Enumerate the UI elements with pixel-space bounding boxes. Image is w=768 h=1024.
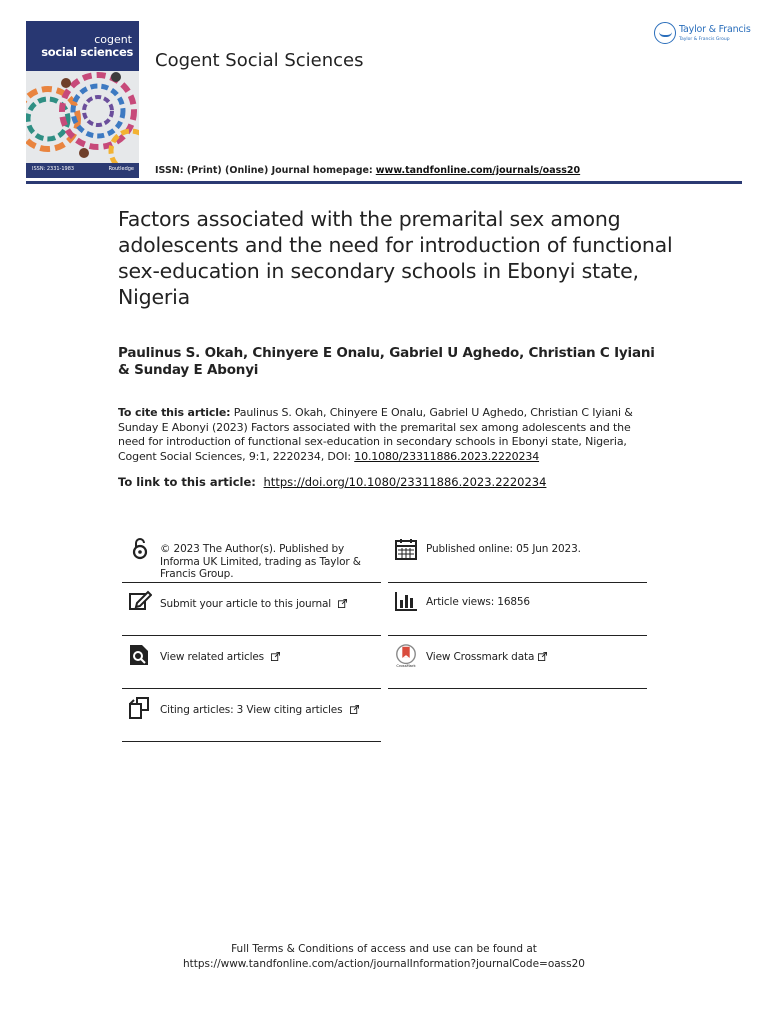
article-doi-link[interactable]: https://doi.org/10.1080/23311886.2023.2220234	[263, 475, 547, 489]
logo-subname: Taylor & Francis Group	[679, 37, 730, 42]
article-link-line	[118, 475, 546, 489]
cover-title: social sciences	[41, 45, 133, 59]
cover-publisher: Routledge	[108, 166, 134, 172]
open-access-text: © 2023 The Author(s). Published by Informa UK Limited, trading as Taylor & Francis Group.	[160, 543, 361, 580]
logo-name: Taylor & Francis	[679, 24, 751, 35]
open-access-icon	[128, 537, 152, 561]
related-text: View related articles	[160, 651, 264, 663]
journal-cover	[26, 21, 139, 178]
cover-artwork	[26, 71, 139, 163]
article-title: Factors associated with the premarital sex among adolescents and the need for introduction of functional sex-education in secondary schools in Ebonyi state, Nigeria	[118, 207, 673, 309]
views-cell	[388, 583, 647, 636]
open-access-cell	[122, 530, 381, 583]
submit-text: Submit your article to this journal	[160, 598, 332, 610]
cover-footer	[26, 163, 139, 178]
taylor-francis-logo[interactable]	[654, 22, 751, 48]
article-authors: Paulinus S. Okah, Chinyere E Onalu, Gabriel U Aghedo, Christian C Iyiani & Sunday E Abonyi	[118, 345, 655, 378]
submit-link[interactable]	[160, 598, 347, 611]
external-link-icon	[350, 705, 359, 714]
citation-block	[118, 406, 658, 464]
journal-name: Cogent Social Sciences	[155, 50, 364, 71]
external-link-icon	[271, 652, 280, 661]
crossmark-text: View Crossmark data	[426, 651, 535, 663]
issn-label: ISSN: (Print) (Online) Journal homepage:	[155, 165, 373, 176]
bar-chart-icon	[394, 589, 418, 613]
journal-homepage-link[interactable]: www.tandfonline.com/journals/oass20	[375, 165, 581, 176]
citing-icon	[128, 696, 152, 720]
cite-text: Paulinus S. Okah, Chinyere E Onalu, Gabriel U Aghedo, Christian C Iyiani & Sunday E Abonyi (2023) Factors associated with the premarital sex among adolescents and the need for introduction of functional sex-education in secondary schools in Ebonyi state, Nigeria, Cogent Social Sciences, 9:1, 2220234, DOI:	[118, 406, 633, 463]
crossmark-cell[interactable]	[388, 636, 647, 689]
footer-line-1: Full Terms & Conditions of access and use can be found at	[231, 943, 537, 955]
related-cell[interactable]	[122, 636, 381, 689]
external-link-icon	[538, 652, 547, 661]
citing-text: Citing articles: 3 View citing articles	[160, 704, 343, 716]
footer-terms-url[interactable]: https://www.tandfonline.com/action/journalInformation?journalCode=oass20	[183, 958, 585, 970]
cover-brand: cogent	[94, 33, 132, 46]
citing-link[interactable]	[160, 704, 359, 717]
article-views: Article views: 16856	[426, 596, 530, 608]
crossmark-link[interactable]	[426, 651, 547, 664]
header-rule	[26, 181, 742, 184]
terms-footer	[0, 942, 768, 972]
submit-cell[interactable]	[122, 583, 381, 636]
citing-cell[interactable]	[122, 689, 381, 742]
edit-icon	[128, 589, 152, 613]
logo-circle-icon	[654, 22, 676, 44]
svg-text:CrossMark: CrossMark	[396, 664, 416, 668]
related-link[interactable]	[160, 651, 280, 664]
published-date: Published online: 05 Jun 2023.	[426, 543, 581, 555]
external-link-icon	[338, 599, 347, 608]
cite-doi-link[interactable]: 10.1080/23311886.2023.2220234	[354, 449, 540, 463]
crossmark-icon	[394, 644, 418, 668]
search-document-icon	[128, 643, 152, 667]
published-cell	[388, 530, 647, 583]
calendar-icon	[394, 537, 418, 561]
cite-label: To cite this article:	[118, 406, 231, 419]
cover-issn: ISSN: 2331-1983	[32, 166, 75, 172]
link-label: To link to this article:	[118, 475, 256, 489]
issn-line	[155, 165, 580, 176]
